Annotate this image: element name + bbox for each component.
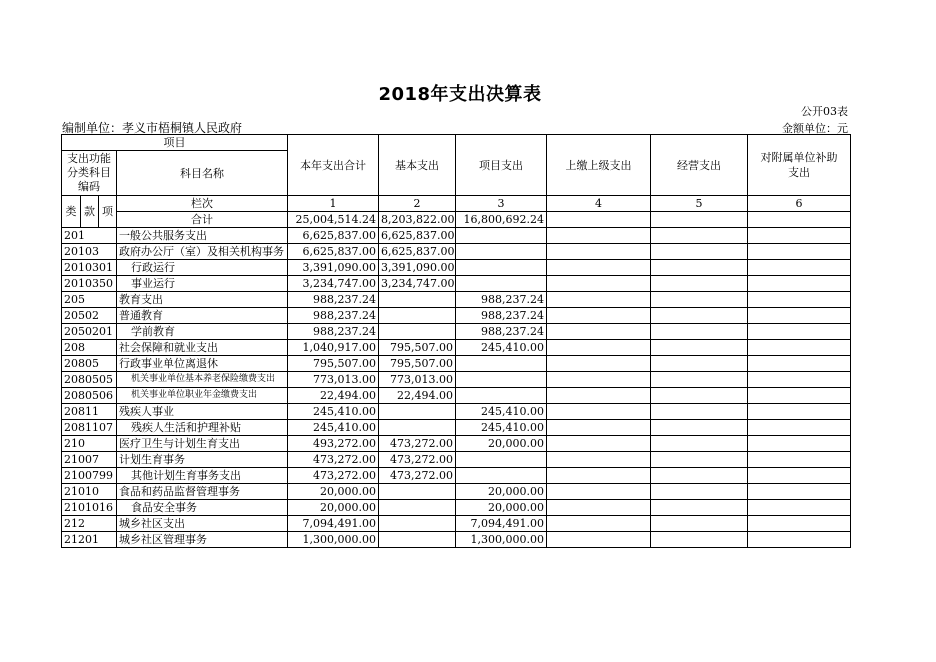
row-business bbox=[651, 292, 748, 308]
header-code-line1: 支出功能 bbox=[67, 152, 111, 165]
row-code: 2080505 bbox=[62, 372, 117, 388]
row-total: 245,410.00 bbox=[288, 404, 379, 420]
table-row bbox=[62, 484, 851, 500]
row-business bbox=[651, 228, 748, 244]
compiling-unit: 编制单位：孝义市梧桐镇人民政府 bbox=[62, 121, 243, 135]
row-total: 988,237.24 bbox=[288, 324, 379, 340]
row-subsidy bbox=[748, 292, 851, 308]
table-row bbox=[62, 292, 851, 308]
header-lanci: 栏次 bbox=[117, 196, 288, 212]
row-total: 1,300,000.00 bbox=[288, 532, 379, 548]
row-code: 2100799 bbox=[62, 468, 117, 484]
total-upper bbox=[547, 212, 651, 228]
header-code-line3: 编码 bbox=[78, 180, 100, 193]
row-total: 1,040,917.00 bbox=[288, 340, 379, 356]
row-code: 2050201 bbox=[62, 324, 117, 340]
row-name: 一般公共服务支出 bbox=[117, 228, 288, 244]
row-code: 201 bbox=[62, 228, 117, 244]
row-business bbox=[651, 452, 748, 468]
table-row bbox=[62, 500, 851, 516]
row-upper bbox=[547, 420, 651, 436]
row-name: 城乡社区管理事务 bbox=[117, 532, 288, 548]
row-project: 245,410.00 bbox=[456, 420, 547, 436]
row-project bbox=[456, 356, 547, 372]
row-code: 212 bbox=[62, 516, 117, 532]
row-basic bbox=[379, 532, 456, 548]
header-xiang: 项 bbox=[99, 196, 117, 228]
row-name: 其他计划生育事务支出 bbox=[117, 468, 288, 484]
row-subsidy bbox=[748, 260, 851, 276]
table-row bbox=[62, 404, 851, 420]
row-code: 2010301 bbox=[62, 260, 117, 276]
row-name: 政府办公厅（室）及相关机构事务 bbox=[117, 244, 288, 260]
row-project: 988,237.24 bbox=[456, 324, 547, 340]
table-row bbox=[62, 468, 851, 484]
row-subsidy bbox=[748, 308, 851, 324]
row-total: 3,234,747.00 bbox=[288, 276, 379, 292]
header-lei: 类 bbox=[62, 196, 81, 228]
row-subsidy bbox=[748, 516, 851, 532]
row-upper bbox=[547, 276, 651, 292]
header-kuan: 款 bbox=[81, 196, 99, 228]
row-upper bbox=[547, 372, 651, 388]
row-upper bbox=[547, 436, 651, 452]
header-col4: 上缴上级支出 bbox=[547, 135, 651, 196]
col-number-2: 2 bbox=[379, 196, 456, 212]
row-upper bbox=[547, 388, 651, 404]
row-code: 20502 bbox=[62, 308, 117, 324]
row-total: 3,391,090.00 bbox=[288, 260, 379, 276]
row-subsidy bbox=[748, 228, 851, 244]
row-code: 21201 bbox=[62, 532, 117, 548]
row-upper bbox=[547, 452, 651, 468]
col-number-1: 1 bbox=[288, 196, 379, 212]
row-basic bbox=[379, 516, 456, 532]
row-project bbox=[456, 468, 547, 484]
row-project: 20,000.00 bbox=[456, 436, 547, 452]
table-row bbox=[62, 516, 851, 532]
row-project: 20,000.00 bbox=[456, 484, 547, 500]
row-code: 21010 bbox=[62, 484, 117, 500]
row-subsidy bbox=[748, 436, 851, 452]
row-project bbox=[456, 228, 547, 244]
col-number-6: 6 bbox=[748, 196, 851, 212]
header-code-line2: 分类科目 bbox=[67, 166, 111, 179]
row-total: 795,507.00 bbox=[288, 356, 379, 372]
row-name: 行政事业单位离退休 bbox=[117, 356, 288, 372]
row-subsidy bbox=[748, 452, 851, 468]
row-subsidy bbox=[748, 468, 851, 484]
row-business bbox=[651, 404, 748, 420]
table-row bbox=[62, 324, 851, 340]
row-subsidy bbox=[748, 244, 851, 260]
row-name: 计划生育事务 bbox=[117, 452, 288, 468]
row-basic: 473,272.00 bbox=[379, 452, 456, 468]
row-basic bbox=[379, 404, 456, 420]
row-basic: 473,272.00 bbox=[379, 436, 456, 452]
row-project bbox=[456, 276, 547, 292]
table-row bbox=[62, 420, 851, 436]
row-total: 473,272.00 bbox=[288, 452, 379, 468]
table-row bbox=[62, 388, 851, 404]
table-row bbox=[62, 436, 851, 452]
row-basic: 3,391,090.00 bbox=[379, 260, 456, 276]
row-project bbox=[456, 244, 547, 260]
header-col2: 基本支出 bbox=[379, 135, 456, 196]
row-basic bbox=[379, 420, 456, 436]
row-business bbox=[651, 420, 748, 436]
row-code: 2010350 bbox=[62, 276, 117, 292]
row-project bbox=[456, 388, 547, 404]
row-code: 2080506 bbox=[62, 388, 117, 404]
total-label: 合计 bbox=[117, 212, 288, 228]
row-upper bbox=[547, 260, 651, 276]
header-subject-name: 科目名称 bbox=[117, 151, 288, 196]
total-business bbox=[651, 212, 748, 228]
row-basic bbox=[379, 484, 456, 500]
row-subsidy bbox=[748, 340, 851, 356]
row-project: 7,094,491.00 bbox=[456, 516, 547, 532]
row-upper bbox=[547, 532, 651, 548]
row-project bbox=[456, 452, 547, 468]
row-business bbox=[651, 356, 748, 372]
row-subsidy bbox=[748, 276, 851, 292]
row-basic: 22,494.00 bbox=[379, 388, 456, 404]
row-business bbox=[651, 532, 748, 548]
table-row bbox=[62, 276, 851, 292]
row-business bbox=[651, 340, 748, 356]
row-upper bbox=[547, 228, 651, 244]
col-number-5: 5 bbox=[651, 196, 748, 212]
row-basic: 6,625,837.00 bbox=[379, 228, 456, 244]
row-name: 残疾人生活和护理补贴 bbox=[117, 420, 288, 436]
row-business bbox=[651, 468, 748, 484]
form-number: 公开03表 bbox=[801, 105, 848, 118]
row-subsidy bbox=[748, 388, 851, 404]
row-basic bbox=[379, 308, 456, 324]
row-project: 20,000.00 bbox=[456, 500, 547, 516]
row-total: 20,000.00 bbox=[288, 500, 379, 516]
row-code: 20805 bbox=[62, 356, 117, 372]
col-number-4: 4 bbox=[547, 196, 651, 212]
row-total: 7,094,491.00 bbox=[288, 516, 379, 532]
header-col6 bbox=[748, 135, 851, 196]
row-code: 2081107 bbox=[62, 420, 117, 436]
row-name: 教育支出 bbox=[117, 292, 288, 308]
table-row bbox=[62, 452, 851, 468]
row-name: 食品安全事务 bbox=[117, 500, 288, 516]
row-name: 机关事业单位职业年金缴费支出 bbox=[117, 388, 288, 404]
row-name: 事业运行 bbox=[117, 276, 288, 292]
row-business bbox=[651, 260, 748, 276]
row-project: 988,237.24 bbox=[456, 308, 547, 324]
row-name: 机关事业单位基本养老保险缴费支出 bbox=[117, 372, 288, 388]
row-upper bbox=[547, 340, 651, 356]
total-project: 16,800,692.24 bbox=[456, 212, 547, 228]
row-upper bbox=[547, 292, 651, 308]
table-row bbox=[62, 532, 851, 548]
row-total: 988,237.24 bbox=[288, 308, 379, 324]
row-name: 行政运行 bbox=[117, 260, 288, 276]
row-project: 245,410.00 bbox=[456, 340, 547, 356]
row-upper bbox=[547, 500, 651, 516]
header-col6-line2: 支出 bbox=[788, 166, 810, 179]
row-name: 学前教育 bbox=[117, 324, 288, 340]
amount-unit: 金额单位：元 bbox=[782, 122, 848, 135]
row-project: 1,300,000.00 bbox=[456, 532, 547, 548]
row-total: 20,000.00 bbox=[288, 484, 379, 500]
row-total: 245,410.00 bbox=[288, 420, 379, 436]
row-code: 205 bbox=[62, 292, 117, 308]
row-upper bbox=[547, 308, 651, 324]
table-row bbox=[62, 340, 851, 356]
row-total: 473,272.00 bbox=[288, 468, 379, 484]
expenditure-table bbox=[61, 134, 851, 548]
row-project bbox=[456, 372, 547, 388]
total-sum: 25,004,514.24 bbox=[288, 212, 379, 228]
header-col5: 经营支出 bbox=[651, 135, 748, 196]
row-business bbox=[651, 308, 748, 324]
row-basic: 795,507.00 bbox=[379, 356, 456, 372]
row-code: 21007 bbox=[62, 452, 117, 468]
row-total: 6,625,837.00 bbox=[288, 244, 379, 260]
row-name: 医疗卫生与计划生育支出 bbox=[117, 436, 288, 452]
row-subsidy bbox=[748, 532, 851, 548]
table-row bbox=[62, 308, 851, 324]
row-total: 773,013.00 bbox=[288, 372, 379, 388]
header-code-group bbox=[62, 151, 117, 196]
row-basic: 795,507.00 bbox=[379, 340, 456, 356]
row-basic: 6,625,837.00 bbox=[379, 244, 456, 260]
row-total: 6,625,837.00 bbox=[288, 228, 379, 244]
row-subsidy bbox=[748, 324, 851, 340]
row-total: 22,494.00 bbox=[288, 388, 379, 404]
row-upper bbox=[547, 324, 651, 340]
row-upper bbox=[547, 244, 651, 260]
row-project bbox=[456, 260, 547, 276]
row-subsidy bbox=[748, 420, 851, 436]
row-basic: 473,272.00 bbox=[379, 468, 456, 484]
header-project: 项目 bbox=[62, 135, 288, 151]
header-col6-line1: 对附属单位补助 bbox=[760, 151, 838, 164]
row-business bbox=[651, 244, 748, 260]
row-business bbox=[651, 324, 748, 340]
row-subsidy bbox=[748, 372, 851, 388]
row-basic bbox=[379, 292, 456, 308]
row-basic: 773,013.00 bbox=[379, 372, 456, 388]
row-name: 普通教育 bbox=[117, 308, 288, 324]
row-basic bbox=[379, 324, 456, 340]
row-name: 食品和药品监督管理事务 bbox=[117, 484, 288, 500]
row-business bbox=[651, 500, 748, 516]
row-code: 20103 bbox=[62, 244, 117, 260]
row-business bbox=[651, 516, 748, 532]
row-subsidy bbox=[748, 484, 851, 500]
header-col3: 项目支出 bbox=[456, 135, 547, 196]
row-upper bbox=[547, 356, 651, 372]
row-business bbox=[651, 436, 748, 452]
row-upper bbox=[547, 484, 651, 500]
total-basic: 8,203,822.00 bbox=[379, 212, 456, 228]
row-project: 245,410.00 bbox=[456, 404, 547, 420]
row-upper bbox=[547, 468, 651, 484]
row-name: 残疾人事业 bbox=[117, 404, 288, 420]
row-upper bbox=[547, 404, 651, 420]
row-subsidy bbox=[748, 356, 851, 372]
row-business bbox=[651, 388, 748, 404]
row-business bbox=[651, 372, 748, 388]
total-row bbox=[62, 212, 851, 228]
table-row bbox=[62, 372, 851, 388]
row-upper bbox=[547, 516, 651, 532]
table-row bbox=[62, 356, 851, 372]
row-business bbox=[651, 484, 748, 500]
row-name: 社会保障和就业支出 bbox=[117, 340, 288, 356]
row-total: 493,272.00 bbox=[288, 436, 379, 452]
header-col1: 本年支出合计 bbox=[288, 135, 379, 196]
row-name: 城乡社区支出 bbox=[117, 516, 288, 532]
row-business bbox=[651, 276, 748, 292]
row-total: 988,237.24 bbox=[288, 292, 379, 308]
row-basic bbox=[379, 500, 456, 516]
row-code: 20811 bbox=[62, 404, 117, 420]
row-basic: 3,234,747.00 bbox=[379, 276, 456, 292]
table-row bbox=[62, 228, 851, 244]
row-code: 2101016 bbox=[62, 500, 117, 516]
row-subsidy bbox=[748, 404, 851, 420]
row-project: 988,237.24 bbox=[456, 292, 547, 308]
row-code: 208 bbox=[62, 340, 117, 356]
row-subsidy bbox=[748, 500, 851, 516]
col-number-3: 3 bbox=[456, 196, 547, 212]
table-row bbox=[62, 244, 851, 260]
page-title: 2018年支出决算表 bbox=[378, 84, 542, 105]
total-subsidy bbox=[748, 212, 851, 228]
table-row bbox=[62, 260, 851, 276]
row-code: 210 bbox=[62, 436, 117, 452]
